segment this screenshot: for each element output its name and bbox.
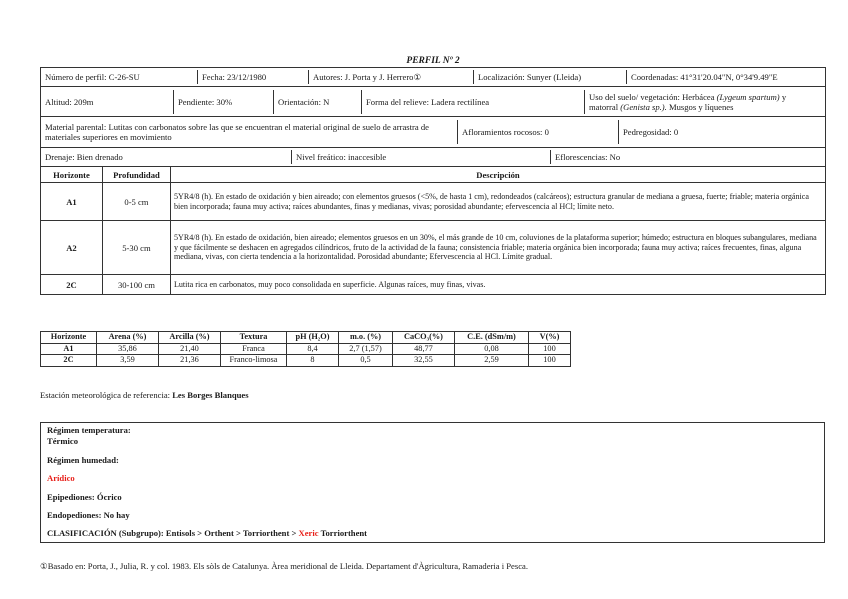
subgroup-classification: CLASIFICACIÓN (Subgrupo): Entisols > Orthent > Torriorthent > Xeric Torriorthent bbox=[47, 528, 368, 538]
lab-cell: 2,59 bbox=[455, 355, 529, 367]
lab-cell: 8,4 bbox=[287, 343, 339, 355]
weather-station-name: Les Borges Blanques bbox=[172, 390, 249, 400]
lab-col-ec: C.E. (dSm/m) bbox=[455, 332, 529, 344]
horizon-description: Lutita rica en carbonatos, muy poco consolidada en superficie. Algunas raíces, muy finas, vivas. bbox=[170, 275, 825, 295]
table-row bbox=[41, 275, 826, 295]
lab-cell: 35,86 bbox=[97, 343, 159, 355]
lab-col-horizon: Horizonte bbox=[41, 332, 97, 344]
description-header: Descripción bbox=[170, 167, 825, 183]
weather-station-label: Estación meteorológica de referencia: bbox=[40, 390, 173, 400]
table-row bbox=[41, 343, 571, 355]
water-table: Nivel freático: inaccesible bbox=[292, 150, 551, 164]
lab-col-organic-matter: m.o. (%) bbox=[339, 332, 393, 344]
page-title: PERFIL Nº 2 bbox=[406, 56, 460, 66]
xeric-highlight: Xeric bbox=[298, 528, 319, 538]
lab-header-row bbox=[41, 332, 571, 344]
altitude: Altitud: 209m bbox=[45, 96, 94, 107]
lab-col-caco3: CaCO₃(%) bbox=[393, 332, 455, 344]
lab-cell: 8 bbox=[287, 355, 339, 367]
lab-cell: 21,36 bbox=[159, 355, 221, 367]
lab-cell: 0,5 bbox=[339, 355, 393, 367]
horizon-header: Horizonte bbox=[41, 167, 103, 183]
horizon-depth: 5-30 cm bbox=[102, 221, 170, 275]
footnote: ①Basado en: Porta, J., Julia, R. y col. 1983. Els sòls de Catalunya. Àrea meridional de Lleida. Departament d'Àgricultura, Ramaderia i Pesca. bbox=[40, 561, 528, 571]
depth-header: Profundidad bbox=[102, 167, 170, 183]
lab-cell: 2,7 (1,57) bbox=[339, 343, 393, 355]
slope: Pendiente: 30% bbox=[174, 90, 274, 114]
lab-col-ph: pH (H₂O) bbox=[287, 332, 339, 344]
moisture-regime-label: Régimen humedad: bbox=[47, 455, 119, 465]
lab-cell: A1 bbox=[41, 343, 97, 355]
moisture-regime-value: Arídico bbox=[47, 473, 75, 483]
table-row bbox=[41, 183, 826, 221]
profile-number: Número de perfil: C-26-SU bbox=[45, 72, 140, 82]
table-row bbox=[41, 355, 571, 367]
lab-cell: 3,59 bbox=[97, 355, 159, 367]
lab-cell: 2C bbox=[41, 355, 97, 367]
lab-cell: 0,08 bbox=[455, 343, 529, 355]
lab-cell: 21,40 bbox=[159, 343, 221, 355]
lab-cell: Franca bbox=[221, 343, 287, 355]
profile-table bbox=[40, 67, 826, 295]
horizon-depth: 30-100 cm bbox=[102, 275, 170, 295]
lab-cell: 100 bbox=[529, 343, 571, 355]
epipedons: Epipediones: Ócrico bbox=[47, 492, 122, 502]
classification-box bbox=[40, 422, 825, 543]
rock-outcrops: Afloramientos rocosos: 0 bbox=[458, 120, 619, 144]
lab-cell: 32,55 bbox=[393, 355, 455, 367]
orientation: Orientación: N bbox=[274, 90, 362, 114]
profile-coordinates: Coordenadas: 41°31'20.04"N, 0°34'9.49"E bbox=[627, 70, 822, 84]
weather-station bbox=[40, 390, 249, 400]
horizon-description: 5YR4/8 (h). En estado de oxidación, bien aireado; elementos gruesos en un 30%, el más grande de 10 cm, coluviones de la plataforma superior; húmedo; estructura en bloques subangulares, mediana y que fácilmente se deshacen en agregados cilíndricos, fruto de la actividad de la fauna; consistencia friable; materia orgánica bien incorporada; fauna muy activa; raíces frecuentes, finas, alguna mediana, vivas, con cierta tendencia a la horizontalidad. Porosidad abundante; Efervescencia al HCl. Límite gradual. bbox=[170, 221, 825, 275]
lab-cell: 48,77 bbox=[393, 343, 455, 355]
endopedons: Endopediones: No hay bbox=[47, 510, 130, 520]
lab-analysis-table bbox=[40, 331, 571, 367]
horizon-name: A1 bbox=[41, 183, 103, 221]
lab-cell: 100 bbox=[529, 355, 571, 367]
lab-cell: Franco-limosa bbox=[221, 355, 287, 367]
parent-material: Material parental: Lutitas con carbonatos sobre las que se encuentran el material original de suelo de arrastra de materiales superiores en movimiento bbox=[45, 122, 429, 142]
land-use: Uso del suelo/ vegetación: Herbácea (Lygeum spartum) y matorral (Genista sp.). Musgos y líquenes bbox=[585, 90, 822, 114]
profile-location: Localización: Sunyer (Lleida) bbox=[474, 70, 627, 84]
table-row bbox=[41, 221, 826, 275]
horizon-depth: 0-5 cm bbox=[102, 183, 170, 221]
horizon-name: 2C bbox=[41, 275, 103, 295]
lab-col-texture: Textura bbox=[221, 332, 287, 344]
horizon-description: 5YR4/8 (h). En estado de oxidación y bien aireado; con elementos gruesos (<5%, de hasta 1 cm), redondeados (calcáreos); estructura granular de mediana a gruesa, fuerte; friable; materia orgánica bien incorporada; fauna muy activa; raíces abundantes, finas y medianas, vivas; porosidad abundante; efervescencia al HCl; límite neto. bbox=[170, 183, 825, 221]
temperature-regime-value: Térmico bbox=[47, 436, 79, 446]
lab-col-sand: Arena (%) bbox=[97, 332, 159, 344]
profile-authors: Autores: J. Porta y J. Herrero① bbox=[309, 70, 474, 84]
horizon-name: A2 bbox=[41, 221, 103, 275]
relief-form: Forma del relieve: Ladera rectilínea bbox=[362, 90, 585, 114]
temperature-regime-label: Régimen temperatura: bbox=[47, 425, 131, 435]
drainage: Drenaje: Bien drenado bbox=[45, 152, 123, 162]
stoniness: Pedregosidad: 0 bbox=[619, 120, 822, 144]
lab-col-v: V(%) bbox=[529, 332, 571, 344]
profile-date: Fecha: 23/12/1980 bbox=[198, 70, 309, 84]
lab-col-clay: Arcilla (%) bbox=[159, 332, 221, 344]
efflorescence: Eflorescencias: No bbox=[551, 150, 822, 164]
